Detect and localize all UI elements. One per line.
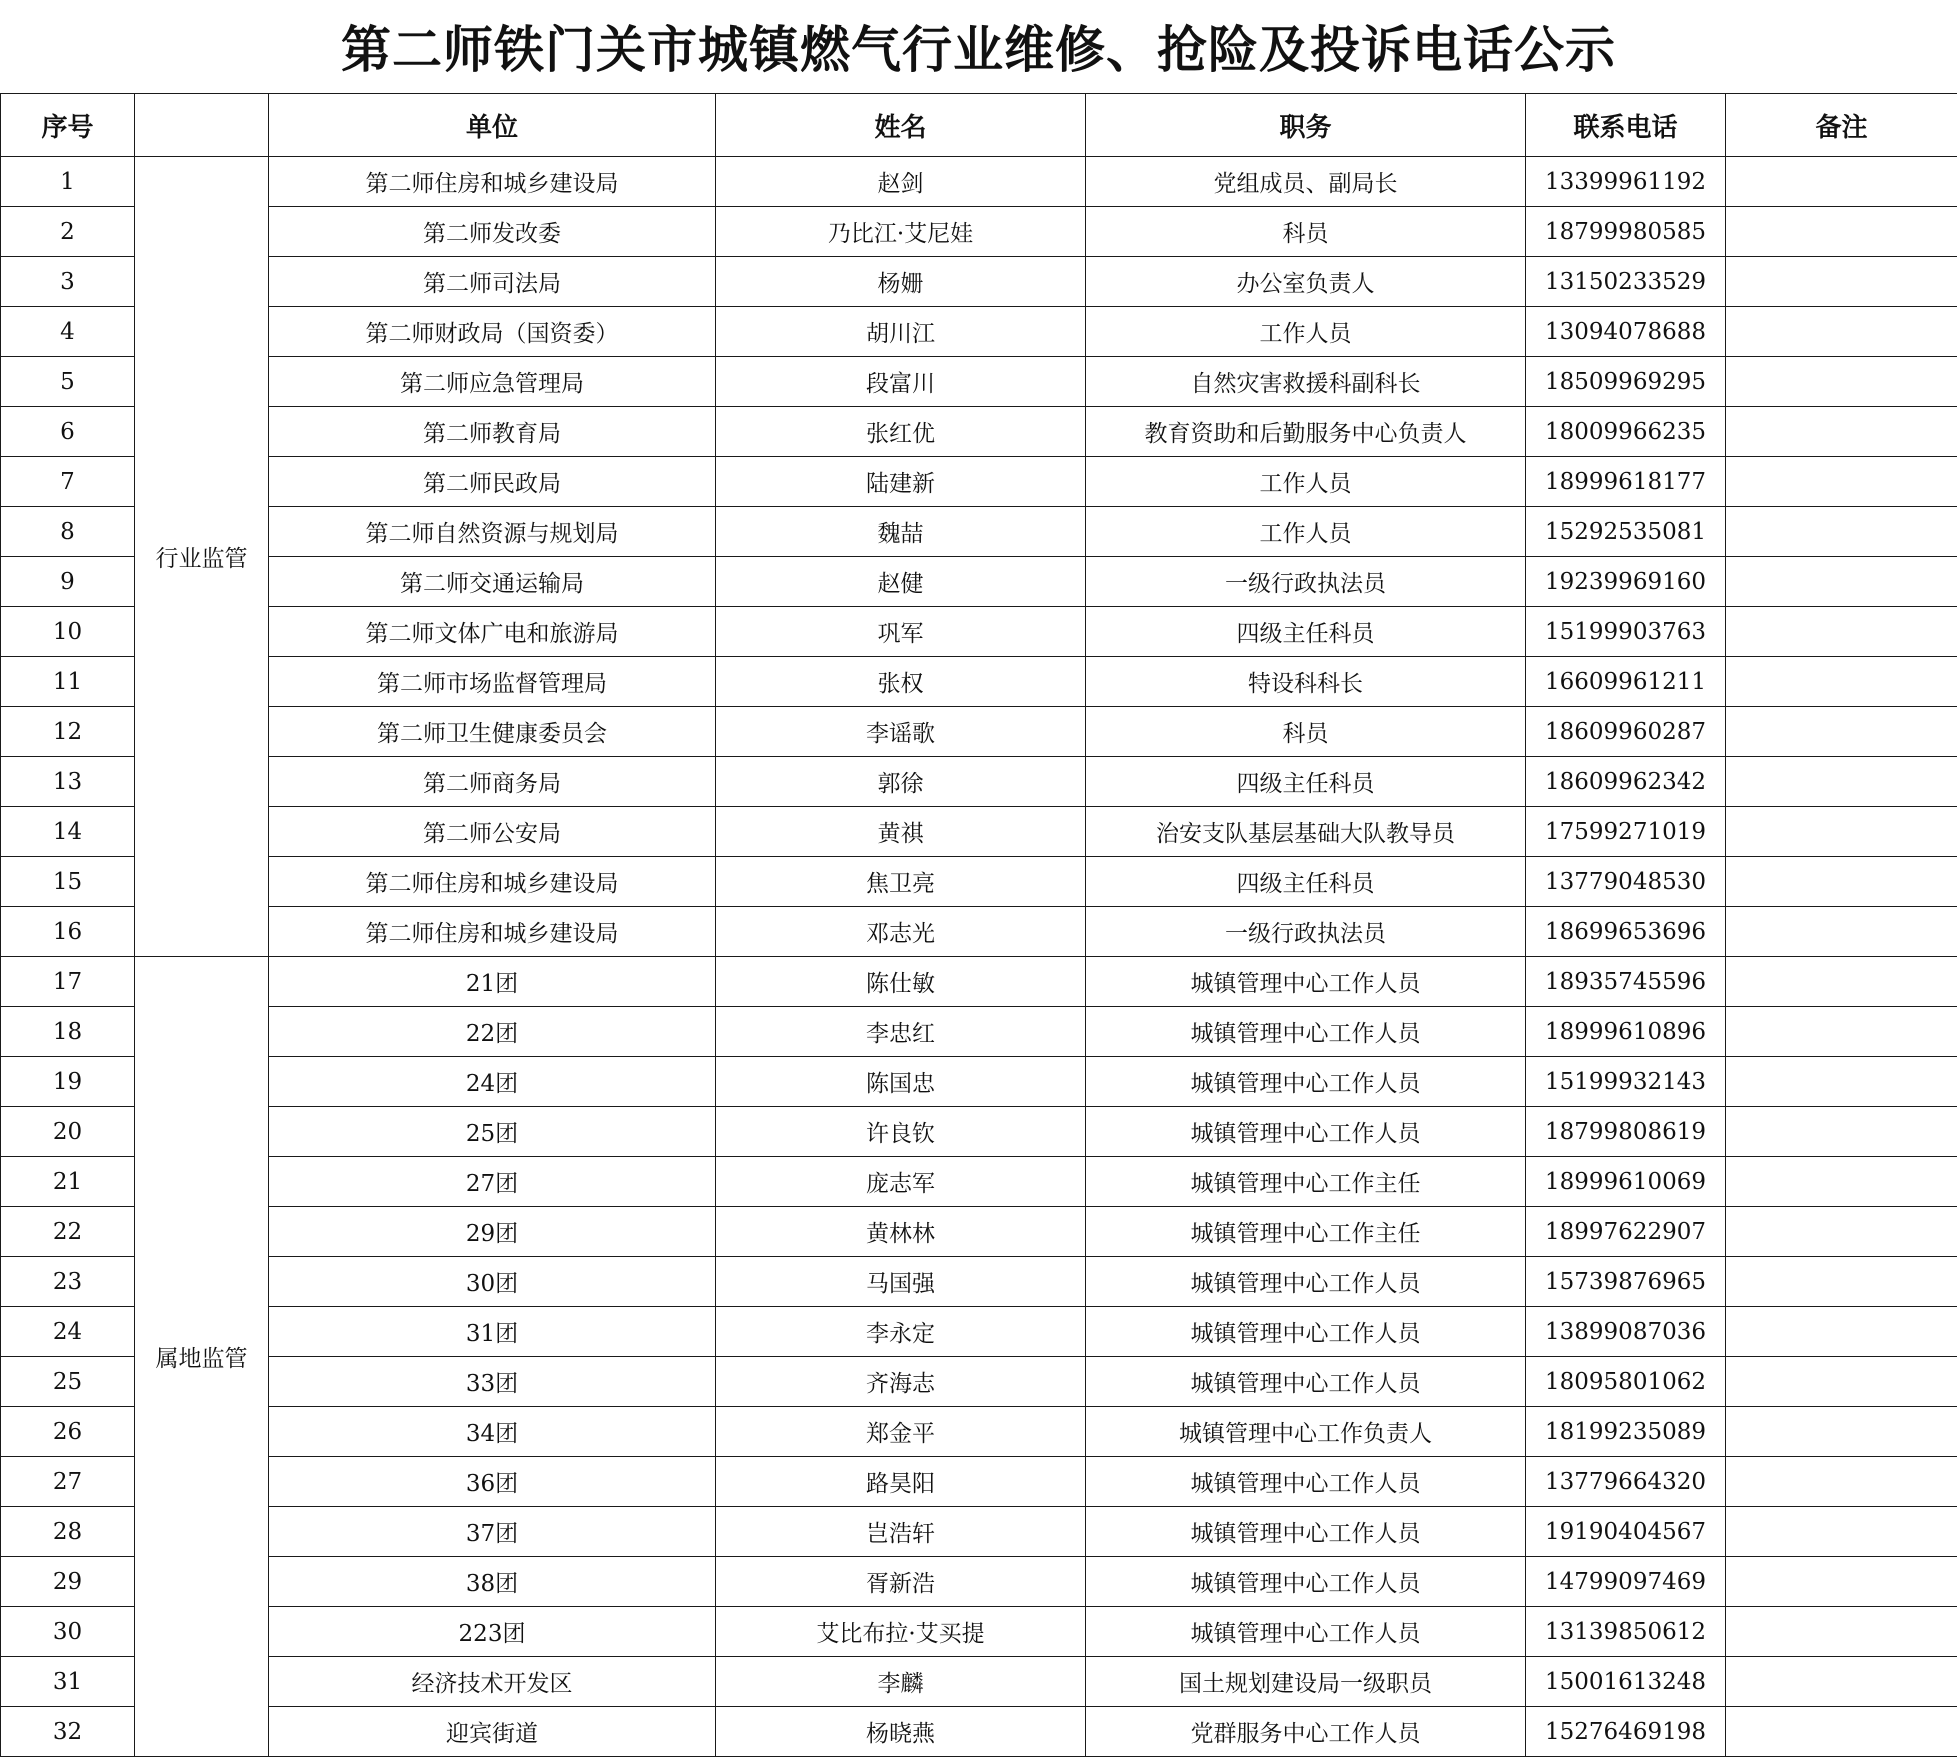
row-unit: 第二师公安局 (269, 807, 716, 857)
row-remark (1726, 1157, 1957, 1207)
row-position: 城镇管理中心工作负责人 (1086, 1407, 1526, 1457)
row-unit: 33团 (269, 1357, 716, 1407)
row-seq: 9 (1, 557, 135, 607)
row-phone: 18609962342 (1526, 757, 1726, 807)
row-remark (1726, 507, 1957, 557)
row-seq: 17 (1, 957, 135, 1007)
row-unit: 迎宾街道 (269, 1707, 716, 1757)
row-remark (1726, 757, 1957, 807)
row-name: 巩军 (716, 607, 1086, 657)
table-header-row (1, 94, 1957, 157)
row-position: 城镇管理中心工作人员 (1086, 1607, 1526, 1657)
row-unit: 第二师文体广电和旅游局 (269, 607, 716, 657)
row-seq: 11 (1, 657, 135, 707)
row-name: 陈仕敏 (716, 957, 1086, 1007)
row-unit: 第二师住房和城乡建设局 (269, 857, 716, 907)
page-title: 第二师铁门关市城镇燃气行业维修、抢险及投诉电话公示 (0, 0, 1957, 94)
row-unit: 经济技术开发区 (269, 1657, 716, 1707)
row-phone: 13779048530 (1526, 857, 1726, 907)
row-unit: 38团 (269, 1557, 716, 1607)
row-name: 杨晓燕 (716, 1707, 1086, 1757)
row-seq: 21 (1, 1157, 135, 1207)
row-name: 段富川 (716, 357, 1086, 407)
row-remark (1726, 1357, 1957, 1407)
table-row (1, 1207, 1957, 1257)
row-phone: 15001613248 (1526, 1657, 1726, 1707)
row-name: 赵健 (716, 557, 1086, 607)
row-name: 邓志光 (716, 907, 1086, 957)
row-position: 国土规划建设局一级职员 (1086, 1657, 1526, 1707)
row-name: 魏喆 (716, 507, 1086, 557)
row-seq: 5 (1, 357, 135, 407)
table-row (1, 357, 1957, 407)
row-name: 齐海志 (716, 1357, 1086, 1407)
row-remark (1726, 607, 1957, 657)
table-row (1, 957, 1957, 1007)
row-position: 科员 (1086, 707, 1526, 757)
row-phone: 18009966235 (1526, 407, 1726, 457)
row-position: 四级主任科员 (1086, 607, 1526, 657)
table-row (1, 1007, 1957, 1057)
row-seq: 14 (1, 807, 135, 857)
row-position: 特设科科长 (1086, 657, 1526, 707)
table-row (1, 407, 1957, 457)
row-seq: 16 (1, 907, 135, 957)
header-remark: 备注 (1726, 94, 1957, 157)
row-phone: 18199235089 (1526, 1407, 1726, 1457)
row-phone: 18609960287 (1526, 707, 1726, 757)
row-remark (1726, 657, 1957, 707)
row-position: 一级行政执法员 (1086, 557, 1526, 607)
table-row (1, 807, 1957, 857)
row-name: 郑金平 (716, 1407, 1086, 1457)
table-row (1, 907, 1957, 957)
row-remark (1726, 207, 1957, 257)
row-seq: 28 (1, 1507, 135, 1557)
row-name: 张权 (716, 657, 1086, 707)
row-name: 李谣歌 (716, 707, 1086, 757)
table-row (1, 1357, 1957, 1407)
row-name: 张红优 (716, 407, 1086, 457)
row-name: 杨姗 (716, 257, 1086, 307)
row-phone: 13139850612 (1526, 1607, 1726, 1657)
row-seq: 12 (1, 707, 135, 757)
row-remark (1726, 157, 1957, 207)
row-remark (1726, 1207, 1957, 1257)
row-phone: 18509969295 (1526, 357, 1726, 407)
table-row (1, 757, 1957, 807)
contact-table (0, 93, 1957, 1757)
table-row (1, 207, 1957, 257)
row-seq: 20 (1, 1107, 135, 1157)
row-name: 艾比布拉·艾买提 (716, 1607, 1086, 1657)
row-remark (1726, 807, 1957, 857)
row-phone: 16609961211 (1526, 657, 1726, 707)
row-name: 黄林林 (716, 1207, 1086, 1257)
row-unit: 30团 (269, 1257, 716, 1307)
row-seq: 32 (1, 1707, 135, 1757)
row-name: 李永定 (716, 1307, 1086, 1357)
row-seq: 27 (1, 1457, 135, 1507)
row-phone: 13399961192 (1526, 157, 1726, 207)
row-name: 胡川江 (716, 307, 1086, 357)
row-remark (1726, 1307, 1957, 1357)
row-position: 城镇管理中心工作人员 (1086, 1007, 1526, 1057)
row-remark (1726, 1007, 1957, 1057)
row-position: 城镇管理中心工作主任 (1086, 1157, 1526, 1207)
row-remark (1726, 1607, 1957, 1657)
row-unit: 第二师教育局 (269, 407, 716, 457)
row-unit: 36团 (269, 1457, 716, 1507)
row-position: 党群服务中心工作人员 (1086, 1707, 1526, 1757)
row-unit: 21团 (269, 957, 716, 1007)
row-position: 教育资助和后勤服务中心负责人 (1086, 407, 1526, 457)
header-phone: 联系电话 (1526, 94, 1726, 157)
row-position: 治安支队基层基础大队教导员 (1086, 807, 1526, 857)
table-row (1, 857, 1957, 907)
row-unit: 第二师商务局 (269, 757, 716, 807)
row-remark (1726, 1407, 1957, 1457)
row-position: 城镇管理中心工作主任 (1086, 1207, 1526, 1257)
row-seq: 30 (1, 1607, 135, 1657)
header-position: 职务 (1086, 94, 1526, 157)
row-unit: 第二师市场监督管理局 (269, 657, 716, 707)
row-seq: 24 (1, 1307, 135, 1357)
row-remark (1726, 907, 1957, 957)
row-phone: 18999610069 (1526, 1157, 1726, 1207)
row-seq: 4 (1, 307, 135, 357)
table-row (1, 557, 1957, 607)
row-remark (1726, 1507, 1957, 1557)
row-position: 城镇管理中心工作人员 (1086, 1557, 1526, 1607)
row-phone: 18699653696 (1526, 907, 1726, 957)
row-seq: 19 (1, 1057, 135, 1107)
row-remark (1726, 407, 1957, 457)
row-position: 工作人员 (1086, 457, 1526, 507)
row-name: 赵剑 (716, 157, 1086, 207)
row-unit: 第二师住房和城乡建设局 (269, 907, 716, 957)
row-phone: 13899087036 (1526, 1307, 1726, 1357)
row-unit: 第二师住房和城乡建设局 (269, 157, 716, 207)
row-position: 城镇管理中心工作人员 (1086, 1357, 1526, 1407)
row-phone: 19239969160 (1526, 557, 1726, 607)
row-phone: 13150233529 (1526, 257, 1726, 307)
table-row (1, 1707, 1957, 1757)
table-row (1, 1257, 1957, 1307)
row-phone: 18999610896 (1526, 1007, 1726, 1057)
table-row (1, 1107, 1957, 1157)
row-name: 郭徐 (716, 757, 1086, 807)
row-name: 焦卫亮 (716, 857, 1086, 907)
row-seq: 31 (1, 1657, 135, 1707)
row-name: 李忠红 (716, 1007, 1086, 1057)
table-row (1, 507, 1957, 557)
row-unit: 第二师司法局 (269, 257, 716, 307)
row-remark (1726, 957, 1957, 1007)
row-remark (1726, 857, 1957, 907)
row-position: 党组成员、副局长 (1086, 157, 1526, 207)
row-remark (1726, 1057, 1957, 1107)
row-unit: 第二师财政局（国资委） (269, 307, 716, 357)
row-phone: 18095801062 (1526, 1357, 1726, 1407)
row-phone: 18935745596 (1526, 957, 1726, 1007)
table-row (1, 657, 1957, 707)
row-phone: 15292535081 (1526, 507, 1726, 557)
row-seq: 29 (1, 1557, 135, 1607)
row-name: 岂浩轩 (716, 1507, 1086, 1557)
row-seq: 2 (1, 207, 135, 257)
row-phone: 15739876965 (1526, 1257, 1726, 1307)
row-remark (1726, 1557, 1957, 1607)
row-unit: 29团 (269, 1207, 716, 1257)
table-row (1, 1507, 1957, 1557)
row-remark (1726, 1657, 1957, 1707)
table-row (1, 1407, 1957, 1457)
table-row (1, 1457, 1957, 1507)
row-position: 城镇管理中心工作人员 (1086, 1107, 1526, 1157)
row-name: 路昊阳 (716, 1457, 1086, 1507)
row-position: 一级行政执法员 (1086, 907, 1526, 957)
row-position: 自然灾害救援科副科长 (1086, 357, 1526, 407)
row-seq: 6 (1, 407, 135, 457)
row-phone: 13094078688 (1526, 307, 1726, 357)
row-unit: 第二师自然资源与规划局 (269, 507, 716, 557)
row-position: 工作人员 (1086, 307, 1526, 357)
row-name: 陆建新 (716, 457, 1086, 507)
row-name: 乃比江·艾尼娃 (716, 207, 1086, 257)
row-unit: 第二师民政局 (269, 457, 716, 507)
row-remark (1726, 357, 1957, 407)
row-unit: 27团 (269, 1157, 716, 1207)
row-seq: 8 (1, 507, 135, 557)
row-position: 城镇管理中心工作人员 (1086, 1257, 1526, 1307)
row-name: 胥新浩 (716, 1557, 1086, 1607)
table-row (1, 257, 1957, 307)
row-remark (1726, 307, 1957, 357)
row-seq: 10 (1, 607, 135, 657)
table-row (1, 1157, 1957, 1207)
group-label: 行业监管 (135, 157, 269, 957)
table-row (1, 607, 1957, 657)
row-position: 四级主任科员 (1086, 857, 1526, 907)
table-row (1, 457, 1957, 507)
row-seq: 1 (1, 157, 135, 207)
row-unit: 第二师交通运输局 (269, 557, 716, 607)
row-position: 城镇管理中心工作人员 (1086, 1057, 1526, 1107)
row-remark (1726, 557, 1957, 607)
row-position: 城镇管理中心工作人员 (1086, 957, 1526, 1007)
row-position: 城镇管理中心工作人员 (1086, 1457, 1526, 1507)
row-phone: 19190404567 (1526, 1507, 1726, 1557)
row-name: 陈国忠 (716, 1057, 1086, 1107)
row-position: 城镇管理中心工作人员 (1086, 1307, 1526, 1357)
row-phone: 15199932143 (1526, 1057, 1726, 1107)
row-seq: 3 (1, 257, 135, 307)
row-unit: 24团 (269, 1057, 716, 1107)
header-name: 姓名 (716, 94, 1086, 157)
row-seq: 26 (1, 1407, 135, 1457)
row-seq: 18 (1, 1007, 135, 1057)
row-phone: 18799808619 (1526, 1107, 1726, 1157)
row-phone: 18799980585 (1526, 207, 1726, 257)
table-row (1, 1307, 1957, 1357)
row-unit: 第二师卫生健康委员会 (269, 707, 716, 757)
row-remark (1726, 1257, 1957, 1307)
header-unit: 单位 (269, 94, 716, 157)
row-name: 许良钦 (716, 1107, 1086, 1157)
row-position: 办公室负责人 (1086, 257, 1526, 307)
row-phone: 13779664320 (1526, 1457, 1726, 1507)
row-remark (1726, 1457, 1957, 1507)
table-row (1, 307, 1957, 357)
row-remark (1726, 457, 1957, 507)
group-label: 属地监管 (135, 957, 269, 1757)
row-unit: 22团 (269, 1007, 716, 1057)
row-position: 四级主任科员 (1086, 757, 1526, 807)
table-row (1, 1657, 1957, 1707)
row-phone: 17599271019 (1526, 807, 1726, 857)
row-seq: 7 (1, 457, 135, 507)
row-phone: 14799097469 (1526, 1557, 1726, 1607)
table-row (1, 707, 1957, 757)
row-remark (1726, 257, 1957, 307)
row-remark (1726, 1107, 1957, 1157)
row-seq: 15 (1, 857, 135, 907)
table-row (1, 1557, 1957, 1607)
row-name: 李麟 (716, 1657, 1086, 1707)
row-name: 庞志军 (716, 1157, 1086, 1207)
header-seq: 序号 (1, 94, 135, 157)
row-unit: 25团 (269, 1107, 716, 1157)
row-position: 科员 (1086, 207, 1526, 257)
row-phone: 18999618177 (1526, 457, 1726, 507)
table-body (1, 157, 1957, 1757)
row-phone: 15199903763 (1526, 607, 1726, 657)
row-remark (1726, 707, 1957, 757)
header-group (135, 94, 269, 157)
row-seq: 25 (1, 1357, 135, 1407)
table-row (1, 1057, 1957, 1107)
row-seq: 13 (1, 757, 135, 807)
row-name: 马国强 (716, 1257, 1086, 1307)
row-phone: 18997622907 (1526, 1207, 1726, 1257)
row-unit: 223团 (269, 1607, 716, 1657)
row-remark (1726, 1707, 1957, 1757)
row-name: 黄祺 (716, 807, 1086, 857)
table-row (1, 157, 1957, 207)
row-unit: 37团 (269, 1507, 716, 1557)
table-row (1, 1607, 1957, 1657)
row-seq: 23 (1, 1257, 135, 1307)
row-phone: 15276469198 (1526, 1707, 1726, 1757)
row-unit: 第二师发改委 (269, 207, 716, 257)
row-unit: 第二师应急管理局 (269, 357, 716, 407)
row-position: 城镇管理中心工作人员 (1086, 1507, 1526, 1557)
row-seq: 22 (1, 1207, 135, 1257)
row-unit: 34团 (269, 1407, 716, 1457)
row-position: 工作人员 (1086, 507, 1526, 557)
row-unit: 31团 (269, 1307, 716, 1357)
